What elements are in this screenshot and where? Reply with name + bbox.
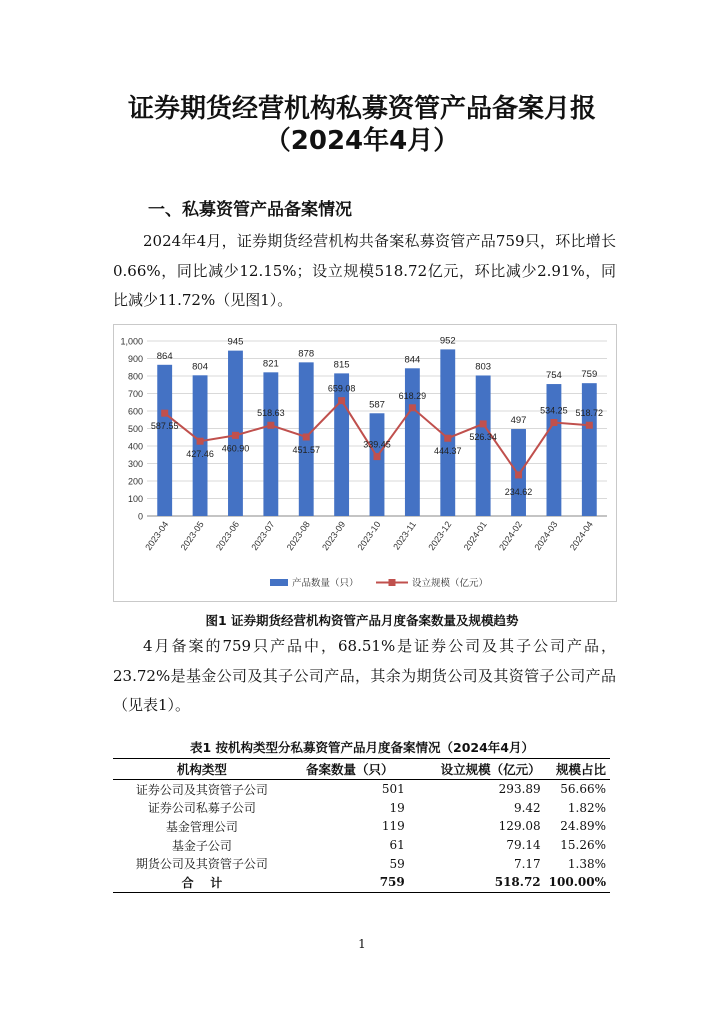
cell-size: 7.17 (513, 856, 541, 871)
cell-size: 79.14 (506, 838, 541, 853)
chart-container (113, 324, 617, 602)
composition-paragraph: 4月备案的759只产品中，68.51%是证券公司及其子公司产品，23.72%是基金公司及其子公司产品，其余为期货公司及其资管子公司产品（见表1）。 (113, 637, 616, 714)
cell-total-count: 759 (291, 873, 409, 892)
x-tick-label: 2023-08 (284, 519, 312, 553)
y-tick-label: 1,000 (120, 336, 143, 347)
col-header-type: 机构类型 (113, 759, 291, 780)
y-tick-label: 400 (127, 441, 143, 452)
x-tick-label: 2023-09 (320, 519, 348, 553)
line-data-label: 587.55 (150, 421, 179, 432)
figure-caption: 图1 证券期货经营机构资管产品月度备案数量及规模趋势 (205, 613, 519, 628)
cell-type: 基金管理公司 (165, 819, 238, 834)
y-tick-label: 300 (127, 459, 143, 469)
cell-type: 证券公司及其资管子公司 (135, 782, 268, 797)
table-header-row (113, 759, 610, 780)
cell-count: 19 (389, 800, 405, 815)
legend-marker-scale (389, 579, 396, 586)
bar-data-label: 815 (333, 359, 350, 371)
x-tick-label: 2023-04 (143, 519, 171, 553)
col-header-share: 规模占比 (545, 759, 610, 780)
y-tick-label: 0 (137, 511, 143, 522)
cell-count: 119 (381, 819, 405, 834)
scale-point (480, 420, 487, 427)
y-tick-label: 700 (127, 389, 143, 399)
line-data-label: 460.90 (221, 443, 250, 454)
table-total-row (113, 873, 610, 892)
y-tick-label: 200 (127, 476, 143, 487)
bar (157, 365, 172, 516)
y-tick-label: 100 (127, 494, 143, 504)
cell-count: 61 (389, 838, 405, 853)
bar-data-label: 952 (439, 335, 456, 347)
scale-point (550, 419, 557, 426)
cell-type: 期货公司及其资管子公司 (135, 857, 268, 872)
x-tick-label: 2024-02 (497, 519, 525, 553)
bar-data-label: 587 (369, 399, 385, 411)
y-tick-label: 900 (127, 354, 143, 364)
scale-point (338, 397, 345, 404)
cell-share: 15.26% (560, 838, 606, 853)
monthly-filing-chart (114, 325, 616, 601)
legend-swatch-count (270, 579, 288, 586)
cell-share: 1.82% (567, 800, 606, 815)
legend-label-scale: 设立规模（亿元） (412, 578, 489, 589)
bar-data-label: 864 (156, 350, 173, 362)
bar-data-label: 754 (545, 370, 562, 382)
x-tick-label: 2023-10 (355, 519, 383, 553)
col-header-count: 备案数量（只） (291, 759, 409, 780)
cell-size: 129.08 (498, 819, 541, 834)
bar (476, 375, 491, 516)
x-tick-label: 2023-05 (178, 519, 206, 553)
line-data-label: 526.34 (469, 431, 497, 442)
y-tick-label: 500 (127, 424, 143, 434)
bar-data-label: 844 (404, 354, 421, 366)
x-tick-label: 2023-12 (426, 519, 454, 553)
scale-point (374, 453, 381, 460)
bar (334, 373, 349, 516)
y-tick-label: 800 (127, 371, 143, 382)
line-data-label: 659.08 (327, 383, 356, 394)
report-title: 证券期货经营机构私募资管产品备案月报 (127, 94, 596, 124)
table-row (113, 780, 610, 799)
scale-point (444, 435, 451, 442)
bar-data-label: 878 (298, 348, 315, 360)
scale-point (586, 422, 593, 429)
cell-total-share: 100.00% (545, 873, 610, 892)
scale-point (197, 438, 204, 445)
line-data-label: 444.37 (434, 446, 462, 457)
line-data-label: 534.25 (540, 405, 568, 416)
bar-data-label: 759 (581, 369, 598, 381)
table-caption: 表1 按机构类型分私募资管产品月度备案情况（2024年4月） (189, 740, 535, 755)
line-data-label: 234.62 (504, 486, 533, 497)
cell-count: 501 (381, 782, 405, 797)
table-row (113, 799, 610, 818)
bar (582, 383, 597, 516)
scale-point (232, 432, 239, 439)
page-number: 1 (358, 937, 366, 951)
col-header-size: 设立规模（亿元） (409, 759, 545, 780)
cell-total-size: 518.72 (409, 873, 545, 892)
bar-data-label: 821 (262, 358, 279, 370)
scale-point (303, 433, 310, 440)
report-period: （2024年4月） (264, 126, 460, 156)
y-tick-label: 600 (127, 406, 143, 417)
cell-type: 基金子公司 (171, 838, 232, 853)
line-data-label: 518.72 (575, 408, 604, 419)
cell-total-label: 合 计 (113, 873, 291, 892)
bar (370, 413, 385, 516)
line-data-label: 427.46 (186, 449, 214, 460)
bar (193, 375, 208, 516)
scale-point (267, 422, 274, 429)
table-row (113, 817, 610, 836)
x-tick-label: 2024-04 (567, 519, 595, 553)
line-data-label: 451.57 (292, 444, 320, 455)
bar-data-label: 497 (510, 415, 527, 427)
x-tick-label: 2023-06 (213, 519, 242, 553)
line-data-label: 618.29 (398, 390, 427, 401)
bar (263, 372, 278, 516)
scale-point (161, 410, 168, 417)
x-tick-label: 2024-01 (461, 519, 489, 553)
x-tick-label: 2023-11 (391, 519, 419, 552)
cell-count: 59 (389, 856, 405, 871)
cell-size: 293.89 (498, 782, 541, 797)
bar-data-label: 804 (192, 361, 209, 373)
scale-point (515, 471, 522, 478)
section-heading: 一、私募资管产品备案情况 (148, 200, 352, 220)
cell-type: 证券公司私募子公司 (147, 801, 256, 816)
cell-size: 9.42 (513, 800, 541, 815)
x-tick-label: 2023-07 (249, 519, 277, 553)
cell-share: 1.38% (567, 856, 606, 871)
table-row (113, 854, 610, 873)
cell-share: 24.89% (560, 819, 606, 834)
line-data-label: 518.63 (257, 408, 285, 419)
bar-data-label: 945 (227, 336, 244, 348)
line-data-label: 339.45 (363, 439, 391, 450)
bar (546, 384, 561, 516)
table-row (113, 836, 610, 855)
scale-point (409, 404, 416, 411)
institution-table (113, 758, 610, 893)
bar-data-label: 803 (475, 361, 492, 373)
legend-label-count: 产品数量（只） (292, 578, 359, 589)
cell-share: 56.66% (560, 782, 606, 797)
summary-paragraph: 2024年4月，证券期货经营机构共备案私募资管产品759只，环比增长0.66%，同比减少12.15%；设立规模518.72亿元，环比减少2.91%，同比减少11.72%（见图1）。 (113, 232, 616, 309)
x-tick-label: 2024-03 (532, 519, 560, 553)
